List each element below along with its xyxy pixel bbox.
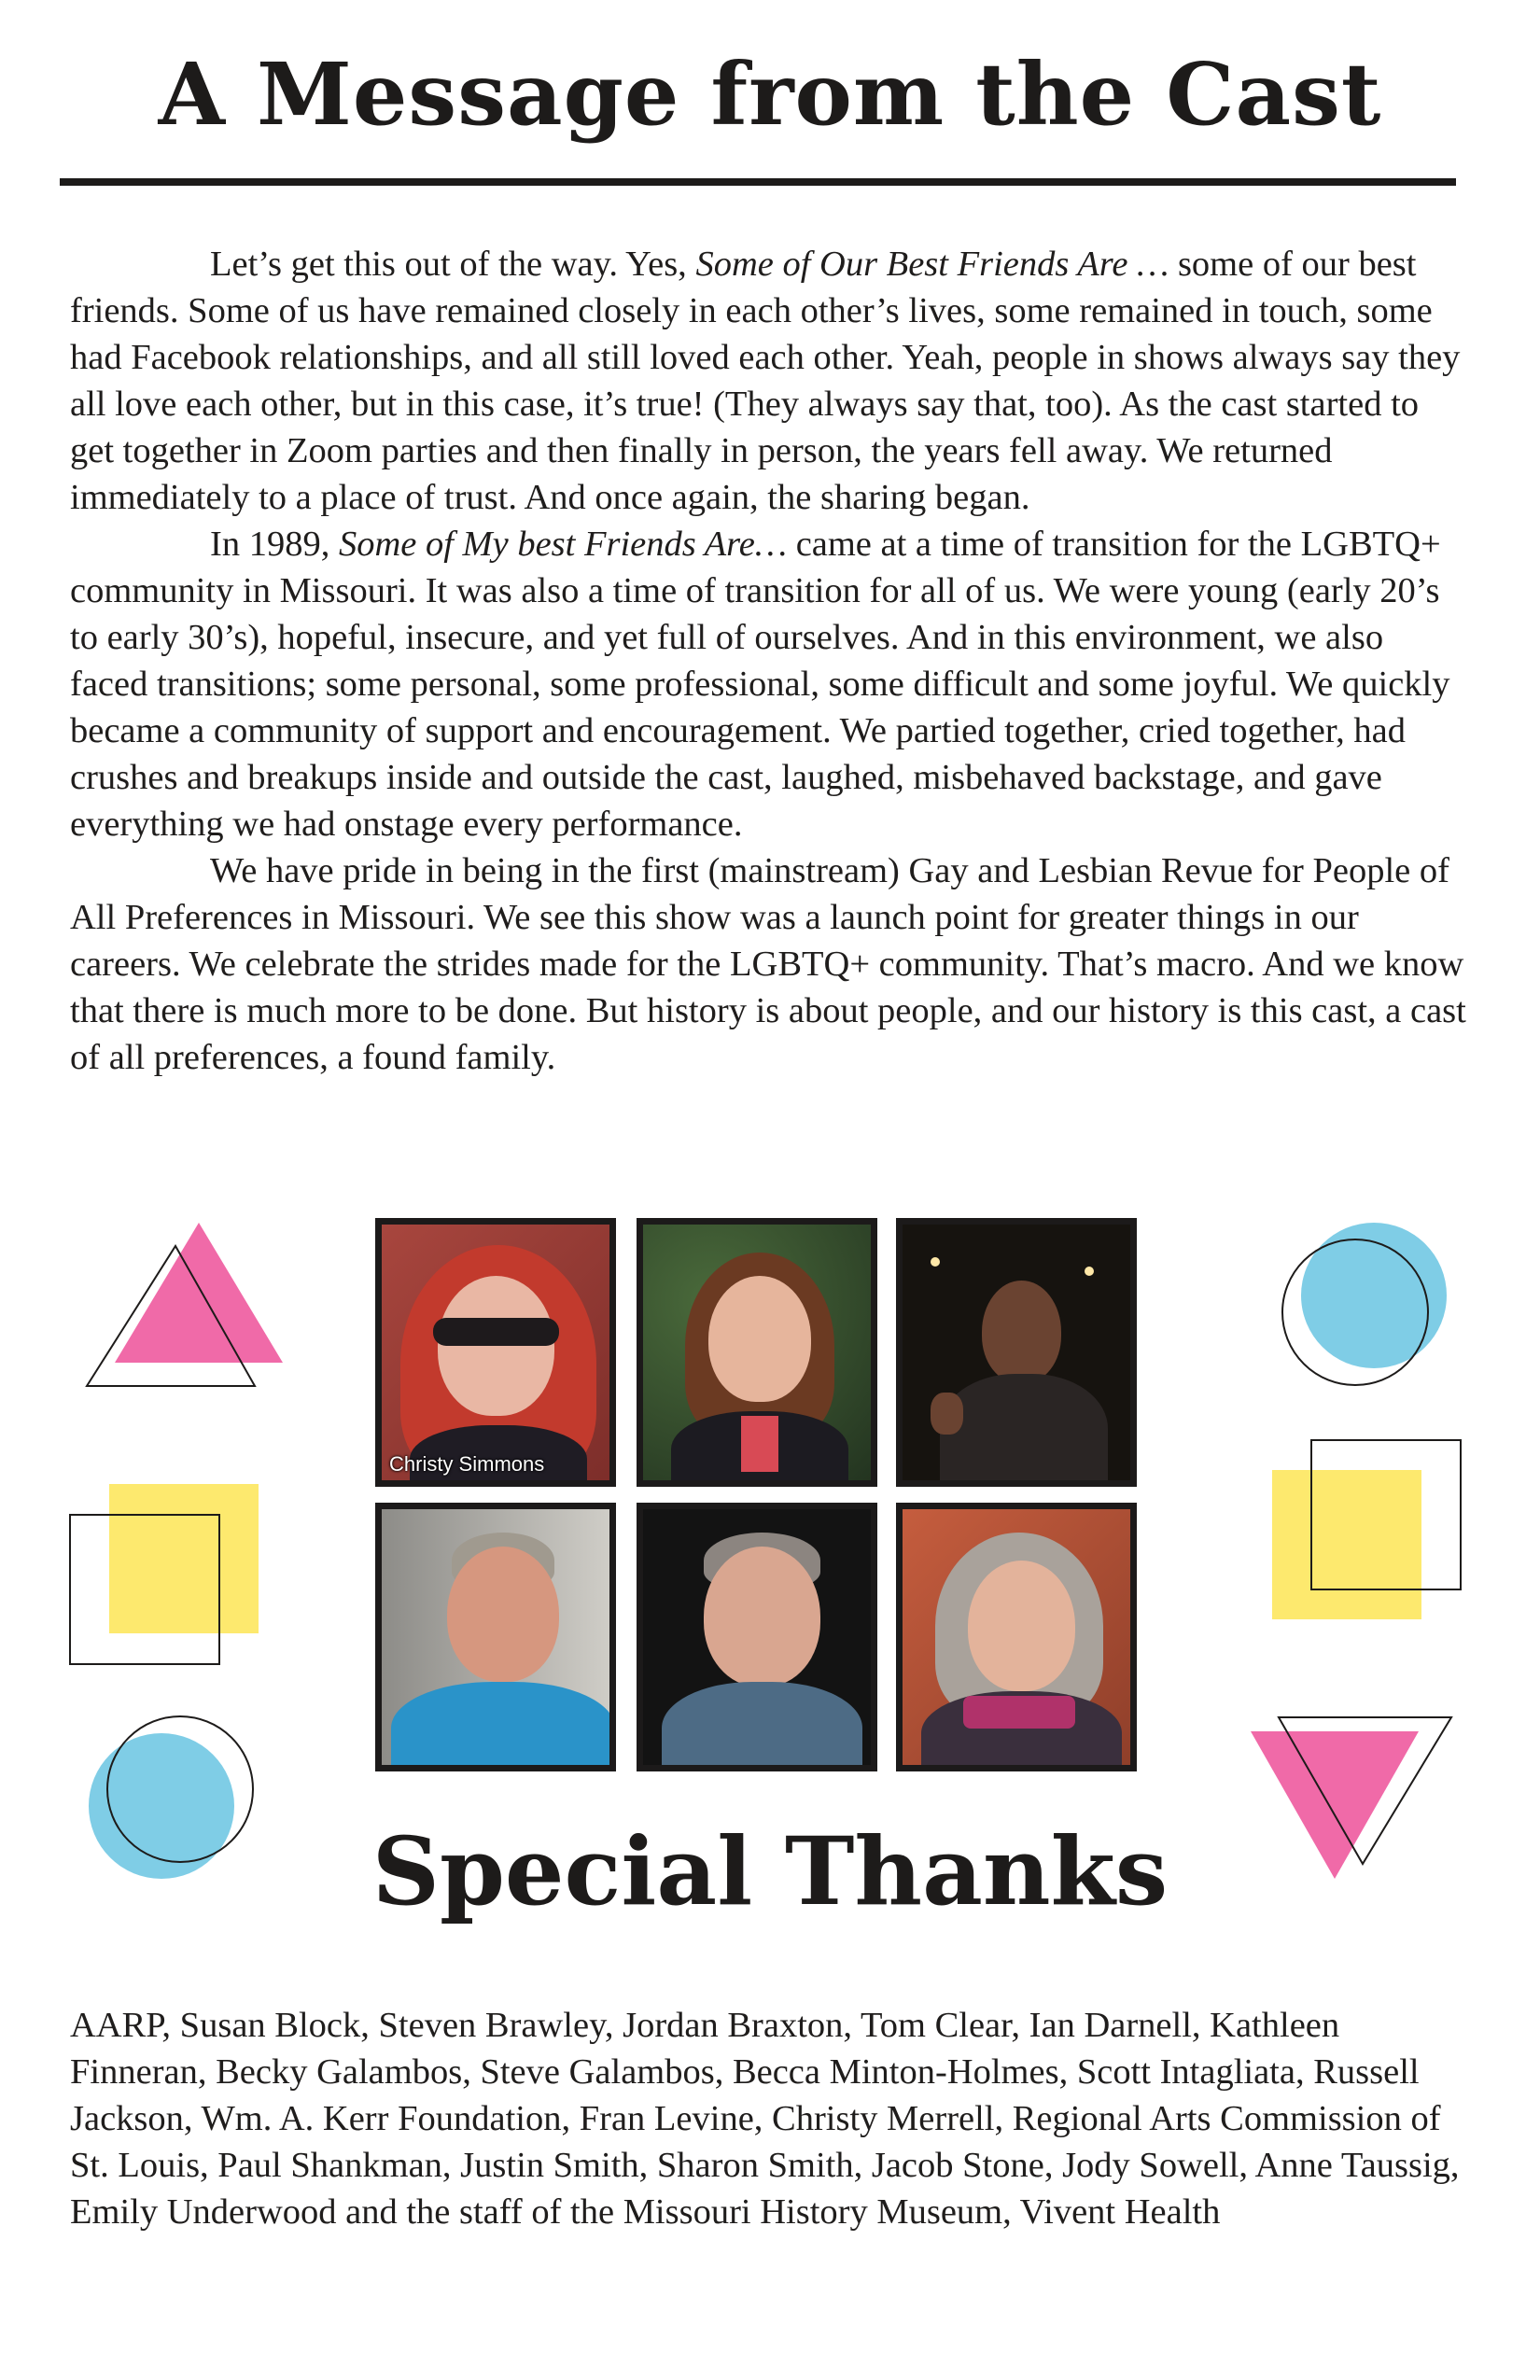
blue-circle-decoration	[1271, 1221, 1458, 1389]
pink-triangle-decoration	[82, 1218, 287, 1391]
cast-photo-grid	[375, 1218, 1139, 1773]
yellow-square-decoration	[1269, 1437, 1465, 1624]
message-paragraph: Let’s get this out of the way. Yes, Some of Our Best Friends Are … some of our best friends. Some of us have remained closely in each other’s lives, some remained in touch, some had Facebook relationships, and all still loved each other. Yeah, people in shows always say they all love each other, but in this case, it’s true! (They always say that, too). As the cast started to get together in Zoom parties and then finally in person, the years fell away. We returned immediately to a place of trust. And once again, the sharing began.	[70, 245, 1461, 517]
cast-photo	[375, 1218, 616, 1487]
cast-photo	[896, 1503, 1137, 1771]
cast-message	[70, 241, 1470, 1081]
special-thanks-heading: Special Thanks	[371, 1816, 1169, 1926]
message-paragraph: In 1989, Some of My best Friends Are… came at a time of transition for the LGBTQ+ community in Missouri. It was also a time of transition for all of us. We were young (early 20’s to early 30’s), hopeful, insecure, and yet full of ourselves. And in this environment, we also faced transitions; some personal, some professional, some difficult and some joyful. We quickly became a community of support and encouragement. We partied together, cried together, had crushes and breakups inside and outside the cast, laughed, misbehaved backstage, and gave everything we had onstage every performance.	[70, 525, 1450, 844]
cast-photo	[896, 1218, 1137, 1487]
yellow-square-decoration	[67, 1479, 268, 1666]
cast-photo	[637, 1218, 877, 1487]
cast-photo	[637, 1503, 877, 1771]
cast-photo	[375, 1503, 616, 1771]
photo-caption: Christy Simmons	[389, 1452, 545, 1476]
title-divider	[60, 178, 1456, 186]
page-title: A Message from the Cast	[158, 44, 1382, 145]
message-paragraph: We have pride in being in the first (mainstream) Gay and Lesbian Revue for People of All Preferences in Missouri. We see this show was a launch point for greater things in our careers. We celebrate the strides made for the LGBTQ+ community. That’s macro. And we know that there is much more to be done. But history is about people, and our history is this cast, a cast of all preferences, a found family.	[70, 851, 1466, 1077]
special-thanks-list: AARP, Susan Block, Steven Brawley, Jordan Braxton, Tom Clear, Ian Darnell, Kathleen Finneran, Becky Galambos, Steve Galambos, Becca Minton-Holmes, Scott Intagliata, Russell Jackson, Wm. A. Kerr Foundation, Fran Levine, Christy Merrell, Regional Arts Commission of St. Louis, Paul Shankman, Justin Smith, Sharon Smith, Jacob Stone, Jody Sowell, Anne Taussig, Emily Underwood and the staff of the Missouri History Museum, Vivent Health	[70, 2006, 1460, 2232]
